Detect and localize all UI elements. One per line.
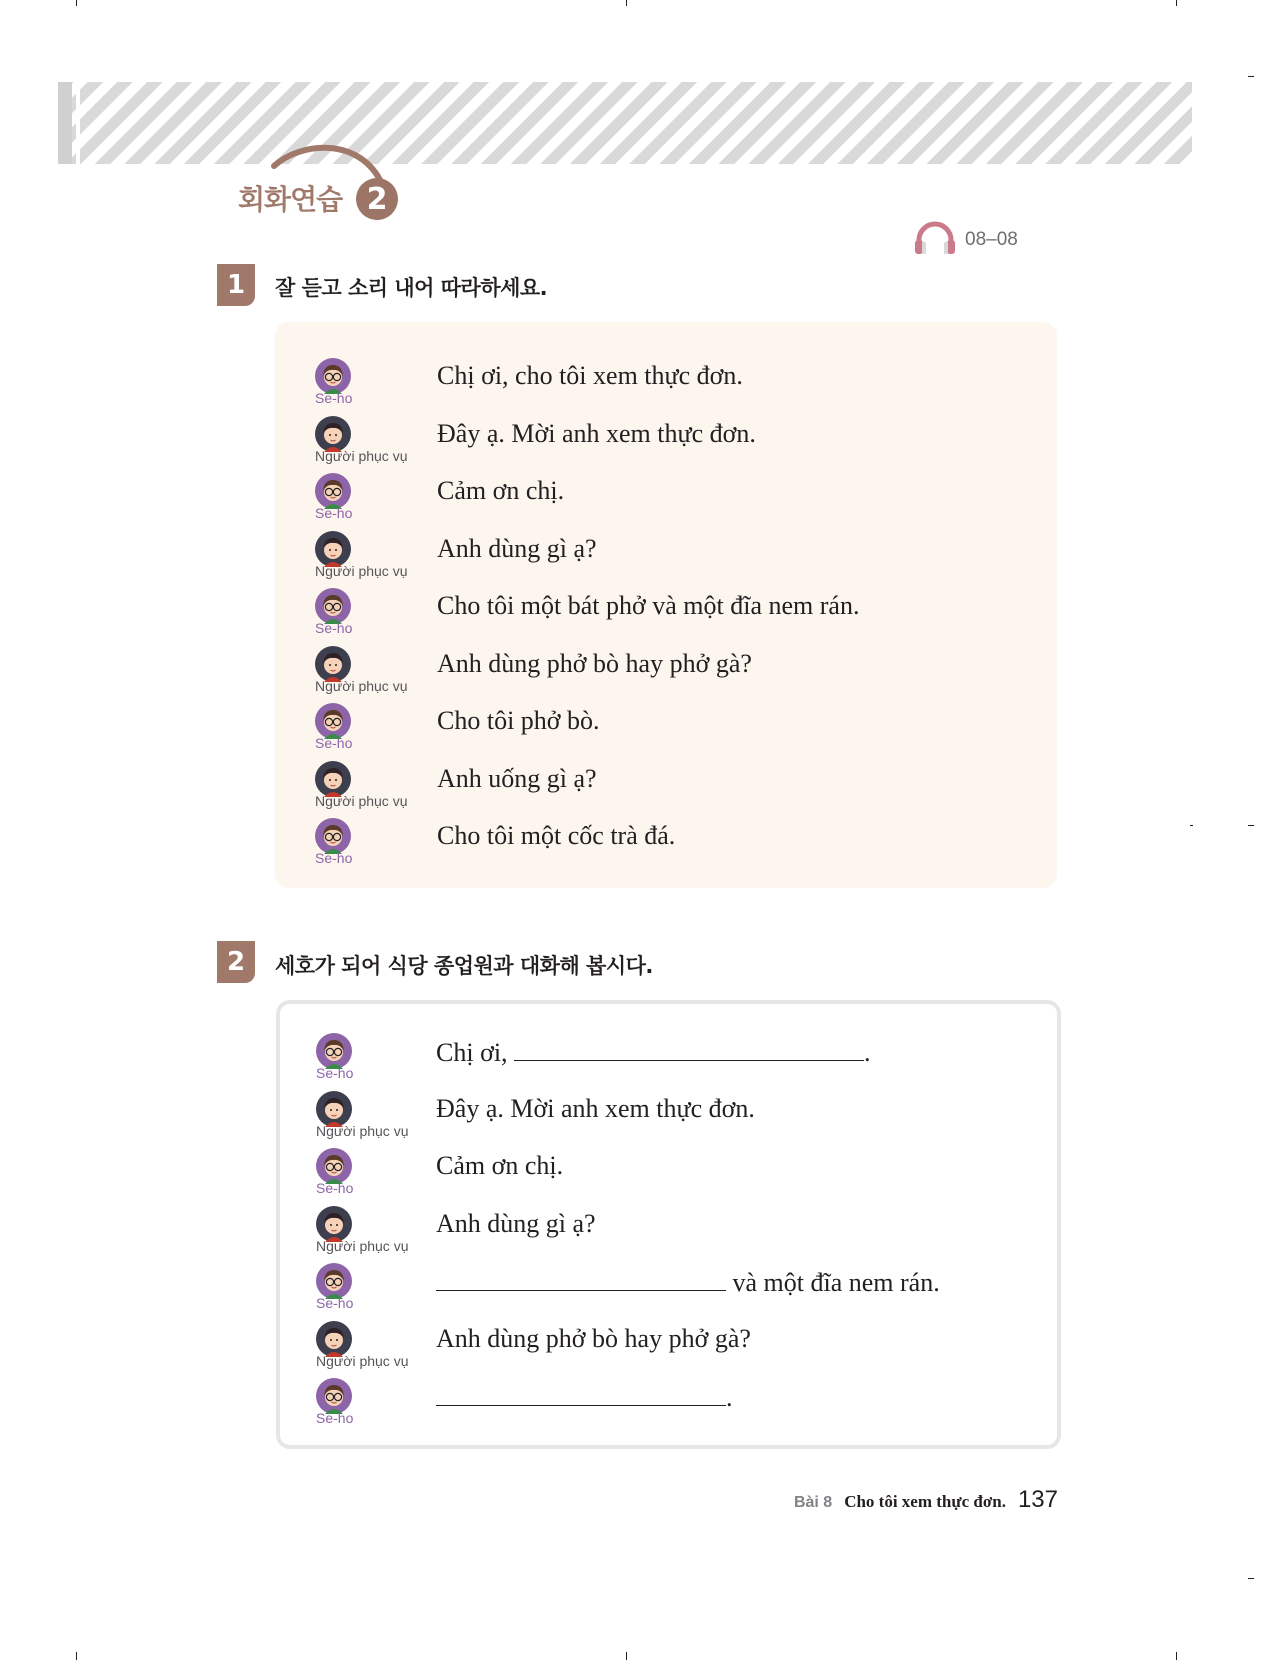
dialogue-line: Cho tôi phở bò.	[437, 706, 600, 735]
dialogue-row	[316, 1091, 1016, 1148]
seho-avatar	[316, 1148, 352, 1184]
crop-mark	[76, 1652, 77, 1660]
speaker-label: Người phục vụ	[315, 792, 408, 809]
waiter-avatar	[316, 1321, 352, 1357]
crop-mark	[1176, 1652, 1177, 1660]
audio-track-code: 08–08	[965, 229, 1018, 250]
seho-avatar	[316, 1378, 352, 1414]
dialogue-row	[316, 1263, 1016, 1320]
footer-lesson: Bài 8	[793, 1494, 833, 1511]
seho-avatar	[315, 588, 351, 624]
page-footer	[794, 1486, 1058, 1514]
seho-avatar	[315, 473, 351, 509]
crop-mark	[1248, 76, 1254, 77]
dialogue-line: Cảm ơn chị.	[437, 476, 565, 505]
dialogue-row	[315, 358, 1015, 415]
seho-avatar	[316, 1263, 352, 1299]
dialogue-row	[315, 703, 1015, 760]
dialogue-line: Anh dùng phở bò hay phở gà?	[436, 1323, 751, 1353]
page-number: 137	[1017, 1486, 1058, 1513]
speaker-label: Se-ho	[316, 1295, 354, 1311]
answer-blank[interactable]	[436, 1266, 726, 1291]
crop-mark	[76, 0, 77, 6]
speaker-label: Người phục vụ	[315, 447, 408, 464]
waiter-avatar	[316, 1091, 352, 1127]
waiter-avatar	[315, 761, 351, 797]
crop-mark	[1248, 1578, 1254, 1579]
dialogue-line	[436, 1381, 733, 1413]
line-text: .	[864, 1038, 871, 1067]
dialogue-line	[436, 1266, 940, 1298]
dialogue-row	[315, 531, 1015, 588]
dialogue-row	[315, 761, 1015, 818]
dialogue-row	[315, 473, 1015, 530]
dialogue-line	[436, 1036, 871, 1068]
dialogue-row	[316, 1321, 1016, 1378]
crop-mark	[626, 0, 627, 6]
speaker-label: Se-ho	[315, 505, 353, 521]
dialogue-line: Cho tôi một cốc trà đá.	[437, 821, 676, 850]
speaker-label: Se-ho	[315, 620, 353, 636]
dialogue-row	[316, 1033, 1016, 1090]
line-text: .	[726, 1383, 733, 1412]
dialogue-row	[315, 646, 1015, 703]
dialogue-row	[315, 416, 1015, 473]
dialogue-line: Anh dùng phở bò hay phở gà?	[437, 648, 752, 678]
waiter-avatar	[315, 531, 351, 567]
headphones-icon	[913, 220, 957, 260]
speaker-label: Se-ho	[316, 1065, 354, 1081]
dialogue-row	[316, 1378, 1016, 1435]
speaker-label: Người phục vụ	[315, 562, 408, 579]
dialogue-line: Chị ơi, cho tôi xem thực đơn.	[437, 361, 743, 390]
answer-blank[interactable]	[436, 1381, 726, 1406]
seho-avatar	[315, 358, 351, 394]
dialogue-row	[315, 818, 1015, 875]
dialogue-line: Anh uống gì ạ?	[437, 763, 597, 793]
banner-edge-gap	[76, 82, 80, 164]
speaker-label: Người phục vụ	[316, 1237, 409, 1254]
task-number-2: 2	[217, 941, 255, 983]
dialogue-line: Anh dùng gì ạ?	[436, 1208, 596, 1238]
crop-mark	[1176, 0, 1177, 6]
speaker-label: Người phục vụ	[316, 1122, 409, 1139]
seho-avatar	[315, 818, 351, 854]
speaker-label: Se-ho	[316, 1410, 354, 1426]
task-1-instruction: 잘 듣고 소리 내어 따라하세요.	[275, 276, 548, 300]
striped-banner	[58, 82, 1192, 164]
answer-blank[interactable]	[514, 1036, 864, 1061]
dialogue-row	[316, 1148, 1016, 1205]
dialogue-row	[315, 588, 1015, 645]
seho-avatar	[315, 703, 351, 739]
speaker-label: Người phục vụ	[315, 677, 408, 694]
seho-avatar	[316, 1033, 352, 1069]
waiter-avatar	[315, 646, 351, 682]
banner-edge	[58, 82, 72, 164]
crop-mark	[626, 1652, 627, 1660]
speaker-label: Se-ho	[315, 735, 353, 751]
waiter-avatar	[316, 1206, 352, 1242]
crop-mark	[1248, 825, 1254, 826]
dialogue-line: Cho tôi một bát phở và một đĩa nem rán.	[437, 591, 860, 620]
speaker-label: Se-ho	[315, 850, 353, 866]
section-title: 회화연습	[238, 183, 343, 216]
dialogue-line: Đây ạ. Mời anh xem thực đơn.	[437, 418, 756, 448]
task-2-instruction: 세호가 되어 식당 종업원과 대화해 봅시다.	[275, 954, 653, 978]
dialogue-line: Cảm ơn chị.	[436, 1151, 564, 1180]
speaker-label: Se-ho	[315, 390, 353, 406]
crop-mark	[1190, 825, 1193, 826]
line-text: và một đĩa nem rán.	[726, 1268, 940, 1297]
line-text: Chị ơi,	[436, 1038, 515, 1067]
audio-track[interactable]	[913, 220, 1018, 260]
footer-lesson-title: Cho tôi xem thực đơn.	[844, 1492, 1006, 1511]
dialogue-line: Đây ạ. Mời anh xem thực đơn.	[436, 1093, 755, 1123]
task-number-1: 1	[217, 264, 255, 306]
dialogue-row	[316, 1206, 1016, 1263]
dialogue-line: Anh dùng gì ạ?	[437, 533, 597, 563]
waiter-avatar	[315, 416, 351, 452]
section-number-badge: 2	[356, 178, 398, 220]
speaker-label: Người phục vụ	[316, 1352, 409, 1369]
speaker-label: Se-ho	[316, 1180, 354, 1196]
